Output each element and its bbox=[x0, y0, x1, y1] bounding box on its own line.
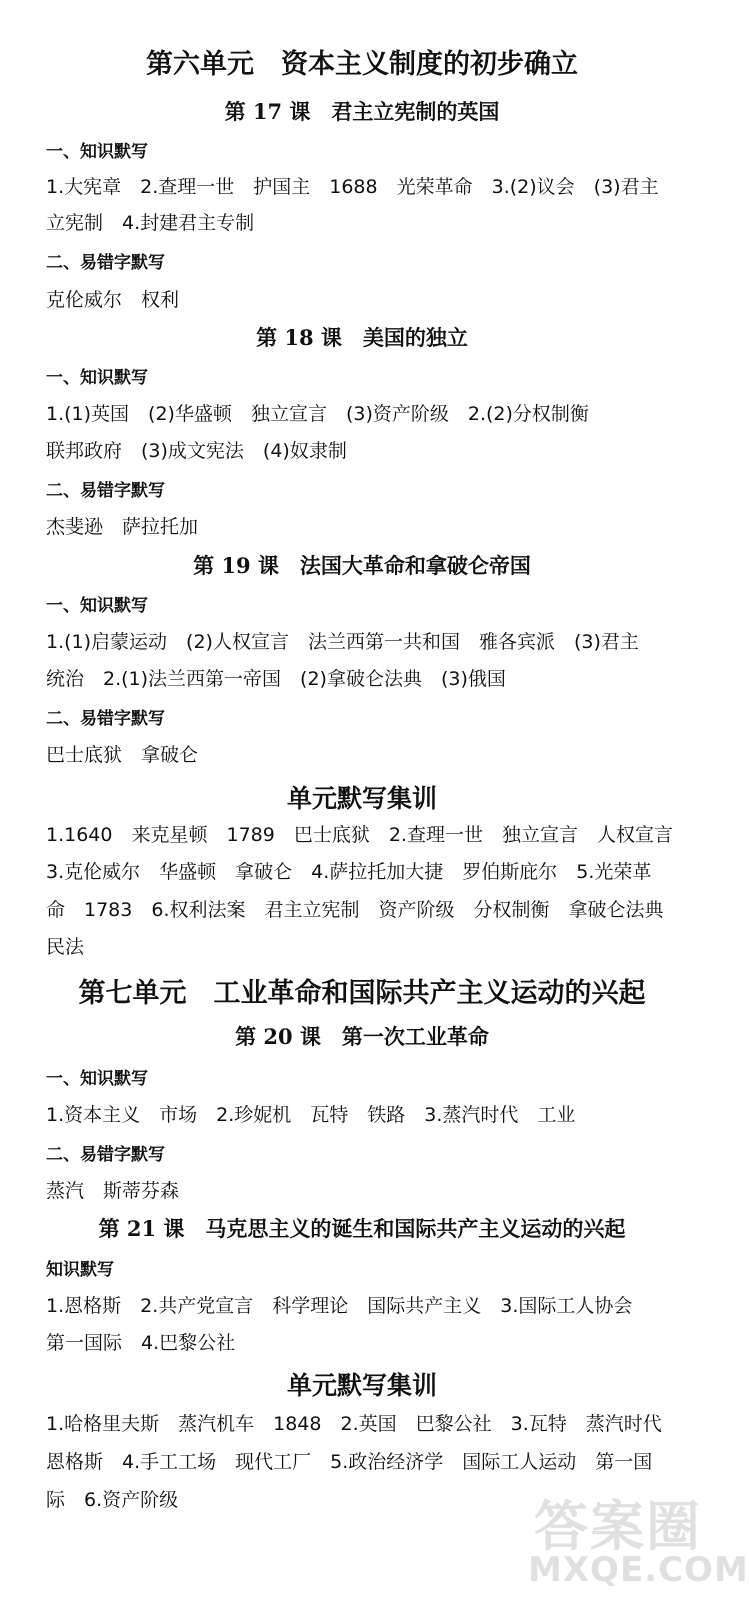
lesson21-knowledge-line: 第一国际 4.巴黎公社 bbox=[46, 1332, 236, 1354]
unit7-review-line: 际 6.资产阶级 bbox=[46, 1489, 179, 1511]
watermark-text-top: 答案圈 bbox=[534, 1495, 702, 1558]
lesson18-knowledge-heading: 一、知识默写 bbox=[46, 368, 148, 388]
lesson20-title: 第 20 课 第一次工业革命 bbox=[235, 1024, 489, 1049]
lesson19-knowledge-line: 统治 2.(1)法兰西第一帝国 (2)拿破仑法典 (3)俄国 bbox=[46, 668, 506, 690]
lesson17-knowledge-line: 立宪制 4.封建君主专制 bbox=[46, 212, 255, 234]
unit7-review-title: 单元默写集训 bbox=[286, 1371, 437, 1400]
lesson19-title: 第 19 课 法国大革命和拿破仑帝国 bbox=[193, 553, 531, 578]
unit6-review-line: 1.1640 来克星顿 1789 巴士底狱 2.查理一世 独立宣言 人权宣言 bbox=[46, 824, 673, 846]
lesson17-typo-line: 克伦威尔 权利 bbox=[46, 289, 180, 311]
lesson17-knowledge-heading: 一、知识默写 bbox=[46, 142, 148, 162]
lesson18-typo-line: 杰斐逊 萨拉托加 bbox=[46, 516, 199, 538]
unit6-review-title: 单元默写集训 bbox=[286, 784, 437, 813]
lesson20-typo-line: 蒸汽 斯蒂芬森 bbox=[46, 1180, 180, 1202]
unit7-title: 第七单元 工业革命和国际共产主义运动的兴起 bbox=[78, 978, 646, 1009]
lesson18-knowledge-line: 联邦政府 (3)成文宪法 (4)奴隶制 bbox=[46, 440, 347, 462]
lesson18-knowledge-line: 1.(1)英国 (2)华盛顿 独立宣言 (3)资产阶级 2.(2)分权制衡 bbox=[46, 403, 589, 425]
lesson19-typo-heading: 二、易错字默写 bbox=[46, 709, 165, 729]
lesson17-knowledge-line: 1.大宪章 2.查理一世 护国主 1688 光荣革命 3.(2)议会 (3)君主 bbox=[46, 176, 659, 198]
lesson20-knowledge-line: 1.资本主义 市场 2.珍妮机 瓦特 铁路 3.蒸汽时代 工业 bbox=[46, 1104, 576, 1126]
lesson19-knowledge-line: 1.(1)启蒙运动 (2)人权宣言 法兰西第一共和国 雅各宾派 (3)君主 bbox=[46, 631, 639, 653]
lesson19-knowledge-heading: 一、知识默写 bbox=[46, 596, 148, 616]
unit7-review-line: 1.哈格里夫斯 蒸汽机车 1848 2.英国 巴黎公社 3.瓦特 蒸汽时代 bbox=[46, 1413, 662, 1435]
lesson18-typo-heading: 二、易错字默写 bbox=[46, 481, 165, 501]
lesson19-typo-line: 巴士底狱 拿破仑 bbox=[46, 744, 199, 766]
lesson21-knowledge-heading: 知识默写 bbox=[46, 1260, 114, 1280]
watermark-logo bbox=[524, 1478, 749, 1596]
lesson21-title: 第 21 课 马克思主义的诞生和国际共产主义运动的兴起 bbox=[98, 1216, 626, 1241]
lesson17-title: 第 17 课 君主立宪制的英国 bbox=[224, 99, 500, 124]
watermark-text-bottom: MXQE.COM bbox=[528, 1550, 749, 1590]
unit7-review-line: 恩格斯 4.手工工场 现代工厂 5.政治经济学 国际工人运动 第一国 bbox=[46, 1451, 653, 1473]
lesson20-knowledge-heading: 一、知识默写 bbox=[46, 1069, 148, 1089]
lesson20-typo-heading: 二、易错字默写 bbox=[46, 1145, 165, 1165]
unit6-review-line: 民法 bbox=[46, 936, 85, 958]
unit6-review-line: 3.克伦威尔 华盛顿 拿破仑 4.萨拉托加大捷 罗伯斯庇尔 5.光荣革 bbox=[46, 861, 652, 883]
lesson17-typo-heading: 二、易错字默写 bbox=[46, 253, 165, 273]
unit6-title: 第六单元 资本主义制度的初步确立 bbox=[146, 49, 578, 80]
lesson21-knowledge-line: 1.恩格斯 2.共产党宣言 科学理论 国际共产主义 3.国际工人协会 bbox=[46, 1295, 633, 1317]
lesson18-title: 第 18 课 美国的独立 bbox=[256, 325, 468, 350]
unit6-review-line: 命 1783 6.权利法案 君主立宪制 资产阶级 分权制衡 拿破仑法典 bbox=[46, 899, 664, 921]
